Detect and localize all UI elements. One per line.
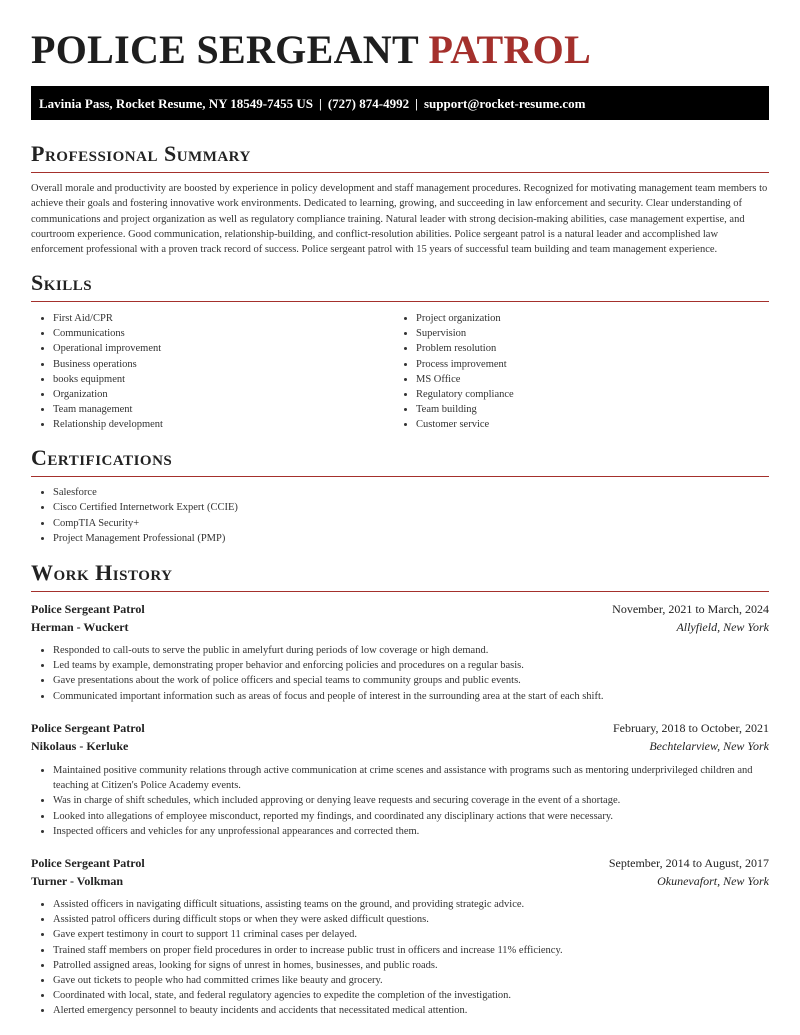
work-history-section-header <box>31 561 769 592</box>
skill-item: • Supervision <box>416 326 746 341</box>
summary-section-header <box>31 142 769 173</box>
contact-email[interactable]: support@rocket-resume.com <box>423 96 586 111</box>
skill-item: • Business operations <box>53 357 383 372</box>
skills-heading: Skills <box>31 270 93 295</box>
skill-item: • Operational improvement <box>53 341 383 356</box>
job-bullets <box>53 643 769 704</box>
contact-address: Lavinia Pass, Rocket Resume, NY 18549-7455 US <box>39 96 313 111</box>
job-bullet: • Inspected officers and vehicles for any unprofessional appearances and corrected them. <box>53 824 769 839</box>
job-bullet: • Responded to call-outs to serve the public in amelyfurt during periods of low coverage or high demand. <box>53 643 769 658</box>
job-bullet: • Gave presentations about the work of police officers and special teams to community groups and public events. <box>53 673 769 688</box>
contact-separator: | <box>415 96 418 111</box>
skills-section-header <box>31 271 769 302</box>
job-bullet: • Led teams by example, demonstrating proper behavior and enforcing policies and procedures on a regular basis. <box>53 658 769 673</box>
job-bullet: • Was in charge of shift schedules, which included approving or denying leave requests and securing coverage in the event of a shortage. <box>53 793 769 808</box>
job-location: Bechtelarview, New York <box>649 739 769 753</box>
certification-item: • CompTIA Security+ <box>53 516 653 531</box>
skill-item: • Communications <box>53 326 383 341</box>
skill-item: • books equipment <box>53 372 383 387</box>
job-company: Nikolaus - Kerluke <box>31 739 129 753</box>
skill-item: • Organization <box>53 387 383 402</box>
summary-heading: Professional Summary <box>31 141 251 166</box>
skills-list-right <box>416 311 746 433</box>
skill-item: • Process improvement <box>416 357 746 372</box>
skill-item: • Relationship development <box>53 417 383 432</box>
skill-item: • Customer service <box>416 417 746 432</box>
skill-item: • MS Office <box>416 372 746 387</box>
title-main: POLICE SERGEANT <box>31 27 419 72</box>
title-accent: PATROL <box>428 27 592 72</box>
job-location: Okunevafort, New York <box>657 874 769 888</box>
certifications-list <box>53 485 653 546</box>
job-bullet: • Alerted emergency personnel to beauty incidents and accidents that necessitated medical attention. <box>53 1003 769 1018</box>
certifications-section-header <box>31 446 769 477</box>
work-history-heading: Work History <box>31 560 173 585</box>
skill-item: • Team building <box>416 402 746 417</box>
job-bullet: • Coordinated with local, state, and federal regulatory agencies to expedite the completion of the investigation. <box>53 988 769 1003</box>
job-location: Allyfield, New York <box>676 620 769 634</box>
skills-list-left <box>53 311 383 433</box>
job-title: Police Sergeant Patrol <box>31 602 145 616</box>
certification-item: • Project Management Professional (PMP) <box>53 531 653 546</box>
job-company: Turner - Volkman <box>31 874 124 888</box>
job-dates: February, 2018 to October, 2021 <box>612 721 769 735</box>
job-bullet: • Trained staff members on proper field procedures in order to increase public trust in officers and increase 11% efficiency. <box>53 943 769 958</box>
skill-item: • First Aid/CPR <box>53 311 383 326</box>
job-company: Herman - Wuckert <box>31 620 129 634</box>
skill-item: • Team management <box>53 402 383 417</box>
summary-text: Overall morale and productivity are boosted by experience in policy development and staff management procedures. Recognized for motivating management team members to achieve their goals and fostering innovative work environments. Dedicated to learning, growing, and succeeding in law enforcement and security. Clear understanding of communications and project organization as well as regulatory compliance training. Natural leader with strong decision-making abilities, case management expertise, and courtroom experience. Good communication, relationship-building, and conflict-resolution abilities. Police sergeant patrol is a natural leader and accomplished law enforcement professional with a proven track record of success. Police sergeant patrol with 15 years of successful team building and team management experience. <box>31 183 768 256</box>
contact-bar <box>31 86 769 120</box>
job-bullet: • Communicated important information such as areas of focus and people of interest in the surrounding area at the start of each shift. <box>53 689 769 704</box>
certification-item: • Salesforce <box>53 485 653 500</box>
contact-separator: | <box>318 96 322 111</box>
job-header <box>31 855 769 891</box>
job-bullet: • Assisted patrol officers during difficult stops or when they were asked difficult questions. <box>53 912 769 927</box>
job-bullet: • Gave expert testimony in court to support 11 criminal cases per delayed. <box>53 927 769 942</box>
job-header <box>31 601 769 637</box>
job-title: Police Sergeant Patrol <box>31 721 145 735</box>
job-header <box>31 720 769 756</box>
job-bullets <box>53 897 769 1019</box>
skill-item: • Project organization <box>416 311 746 326</box>
job-dates: November, 2021 to March, 2024 <box>612 602 769 616</box>
job-bullet: • Patrolled assigned areas, looking for signs of unrest in homes, businesses, and public roads. <box>53 958 769 973</box>
job-bullets <box>53 763 769 839</box>
skill-item: • Regulatory compliance <box>416 387 746 402</box>
skill-item: • Problem resolution <box>416 341 746 356</box>
certification-item: • Cisco Certified Internetwork Expert (CCIE) <box>53 500 653 515</box>
job-dates: September, 2014 to August, 2017 <box>608 856 769 870</box>
job-title: Police Sergeant Patrol <box>31 856 145 870</box>
page-title <box>31 26 591 73</box>
job-bullet: • Looked into allegations of employee misconduct, reported my findings, and coordinated any disciplinary actions that were necessary. <box>53 809 769 824</box>
job-bullet: • Maintained positive community relations through active communication at crime scenes and assistance with programs such as mentoring underprivileged children and teaching at Citizen's Police Academy events. <box>53 763 769 793</box>
certifications-heading: Certifications <box>31 445 173 470</box>
job-bullet: • Gave out tickets to people who had committed crimes like beauty and grocery. <box>53 973 769 988</box>
job-bullet: • Assisted officers in navigating difficult situations, assisting teams on the ground, and providing strategic advice. <box>53 897 769 912</box>
contact-phone[interactable]: (727) 874-4992 <box>327 96 410 111</box>
